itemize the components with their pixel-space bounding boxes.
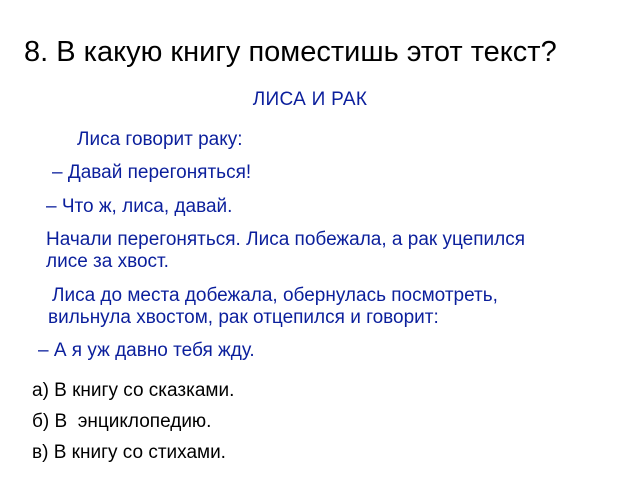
- answer-option-c[interactable]: в) В книгу со стихами.: [32, 442, 226, 463]
- story-line-3: – Что ж, лиса, давай.: [46, 196, 233, 217]
- story-line-1: Лиса говорит раку:: [77, 129, 243, 150]
- story-line-2: – Давай перегоняться!: [52, 162, 252, 183]
- question-heading: 8. В какую книгу поместишь этот текст?: [24, 36, 557, 68]
- answer-list: [32, 380, 234, 473]
- story-line-4b: лисе за хвост.: [46, 251, 169, 272]
- story-line-6: – А я уж давно тебя жду.: [38, 340, 255, 361]
- story-line-5b: вильнула хвостом, рак отцепился и говорит:: [48, 307, 439, 328]
- story-paragraph-4: [46, 229, 606, 273]
- answer-option-a[interactable]: а) В книгу со сказками.: [32, 380, 235, 401]
- story-paragraph-5: [48, 285, 608, 329]
- answer-option-b[interactable]: б) В энциклопедию.: [32, 411, 212, 432]
- story-line-4a: Начали перегоняться. Лиса побежала, а рак уцепился: [46, 229, 525, 250]
- story-title: ЛИСА И РАК: [252, 89, 368, 110]
- story-line-5a: Лиса до места добежала, обернулась посмотреть,: [52, 285, 498, 306]
